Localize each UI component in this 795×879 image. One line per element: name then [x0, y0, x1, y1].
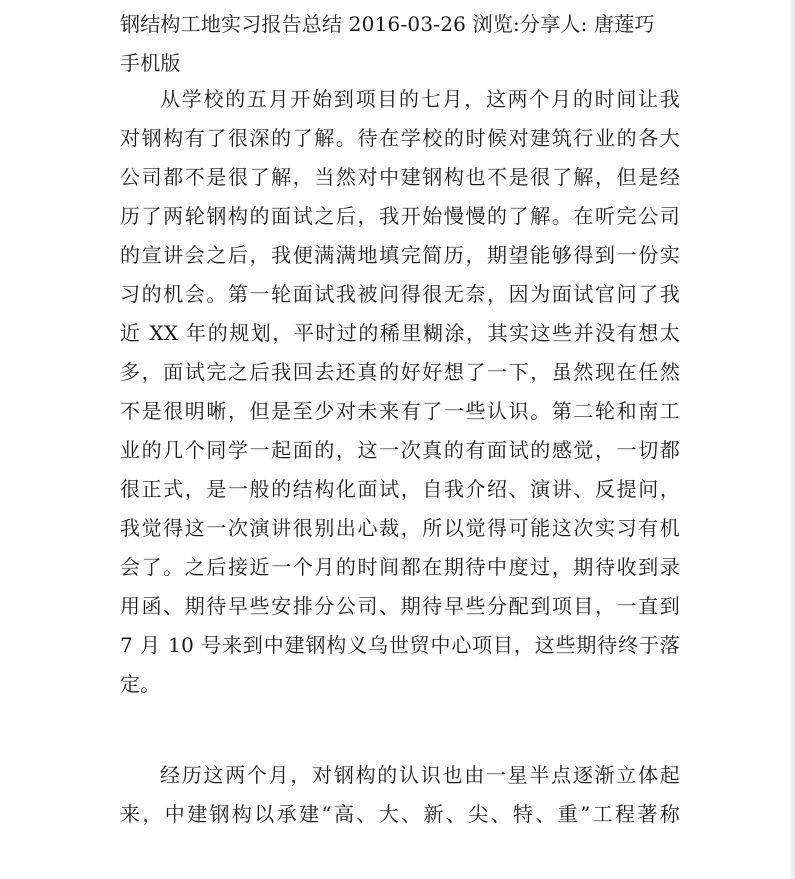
paragraph-line: 我觉得这一次演讲很别出心裁，所以觉得可能这次实习有机	[120, 516, 680, 540]
paragraph-2	[120, 756, 680, 834]
paragraph-line: 习的机会。第一轮面试我被问得很无奈，因为面试官问了我	[120, 282, 680, 306]
paragraph-line: 业的几个同学一起面的，这一次真的有面试的感觉，一切都	[120, 438, 680, 462]
paragraph-line: 多，面试完之后我回去还真的好好想了一下，虽然现在任然	[120, 360, 680, 384]
article-header	[120, 5, 680, 83]
page-edge-shadow	[789, 0, 795, 879]
paragraph-line: 会了。之后接近一个月的时间都在期待中度过，期待收到录	[120, 555, 680, 579]
paragraph-line: 公司都不是很了解，当然对中建钢构也不是很了解，但是经	[120, 165, 680, 189]
paragraph-line: 历了两轮钢构的面试之后，我开始慢慢的了解。在听完公司	[120, 204, 680, 228]
paragraph-line: 不是很明晰，但是至少对未来有了一些认识。第二轮和南工	[120, 399, 680, 423]
article-title-line: 钢结构工地实习报告总结 2016-03-26 浏览:分享人: 唐莲巧	[120, 12, 655, 36]
paragraph-line: 定。	[120, 672, 161, 696]
paragraph-1	[120, 80, 680, 704]
paragraph-line: 的宣讲会之后，我便满满地填完简历，期望能够得到一份实	[120, 243, 680, 267]
paragraph-line: 近 XX 年的规划，平时过的稀里糊涂，其实这些并没有想太	[120, 321, 680, 345]
mobile-version-link[interactable]: 手机版	[120, 51, 181, 75]
paragraph-line: 对钢构有了很深的了解。待在学校的时候对建筑行业的各大	[120, 126, 680, 150]
paragraph-line: 很正式，是一般的结构化面试，自我介绍、演讲、反提问，	[120, 477, 680, 501]
paragraph-line: 用函、期待早些安排分公司、期待早些分配到项目，一直到	[120, 594, 680, 618]
paragraph-line: 从学校的五月开始到项目的七月，这两个月的时间让我	[160, 87, 680, 111]
paragraph-line: 经历这两个月，对钢构的认识也由一星半点逐渐立体起	[160, 763, 680, 787]
paragraph-line: 来，中建钢构以承建“高、大、新、尖、特、重”工程著称	[120, 802, 680, 826]
paragraph-line: 7 月 10 号来到中建钢构义乌世贸中心项目，这些期待终于落	[120, 633, 680, 657]
